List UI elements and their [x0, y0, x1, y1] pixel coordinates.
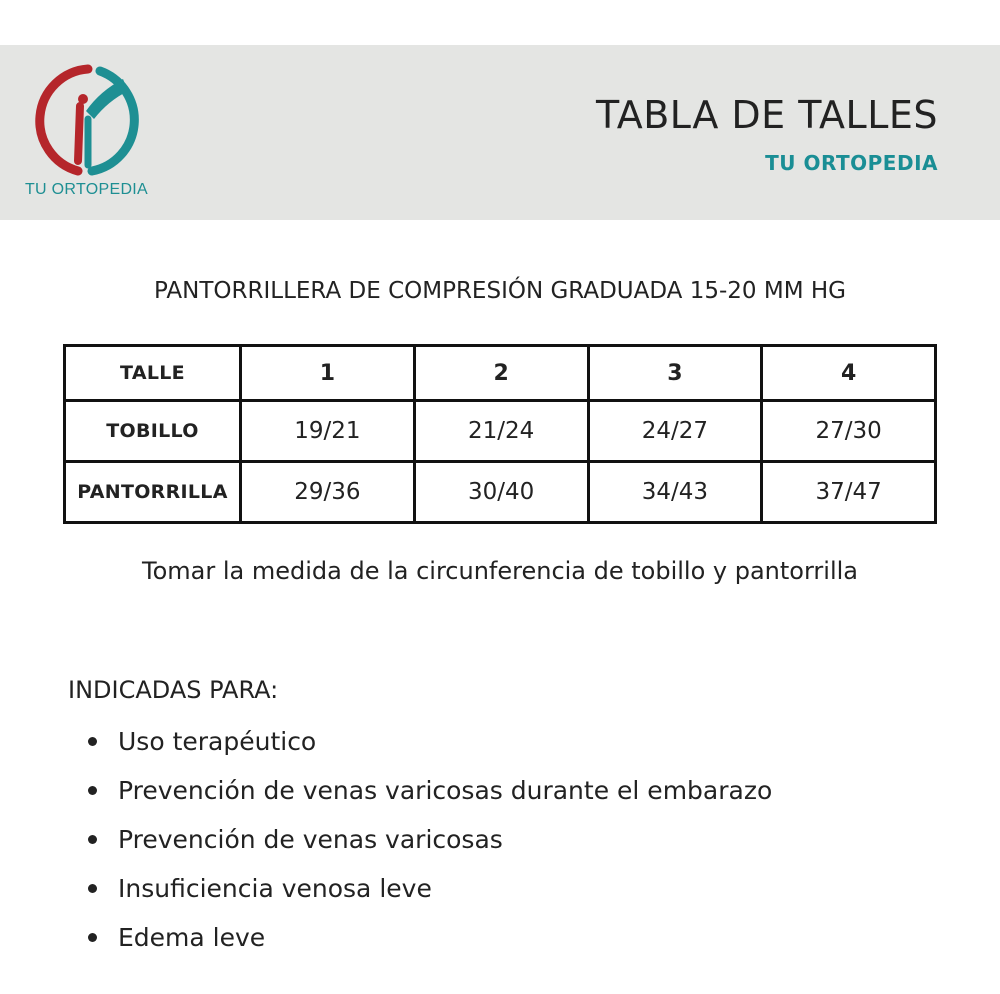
table-header-cell: 2: [414, 346, 588, 401]
bullet-icon: [88, 786, 97, 795]
row-label: PANTORRILLA: [65, 462, 241, 523]
table-cell: 29/36: [241, 462, 415, 523]
table-header-cell: 1: [241, 346, 415, 401]
table-row: [65, 462, 936, 523]
page-subtitle: TU ORTOPEDIA: [765, 151, 938, 175]
table-header-cell: 4: [762, 346, 936, 401]
bullet-icon: [88, 884, 97, 893]
list-item: [88, 864, 772, 913]
measurement-instruction: Tomar la medida de la circunferencia de tobillo y pantorrilla: [141, 557, 859, 585]
table-cell: 27/30: [762, 401, 936, 462]
table-header-cell: TALLE: [65, 346, 241, 401]
list-item: [88, 913, 772, 962]
table-cell: 34/43: [588, 462, 762, 523]
indications-list: [88, 717, 772, 962]
table-header-cell: 3: [588, 346, 762, 401]
list-item: [88, 717, 772, 766]
list-item: [88, 815, 772, 864]
table-cell: 19/21: [241, 401, 415, 462]
list-item-text: Prevención de venas varicosas: [118, 825, 503, 854]
bullet-icon: [88, 933, 97, 942]
list-item-text: Insuficiencia venosa leve: [118, 874, 432, 903]
table-cell: 37/47: [762, 462, 936, 523]
bullet-icon: [88, 835, 97, 844]
table-cell: 30/40: [414, 462, 588, 523]
table-header-row: [65, 346, 936, 401]
bullet-icon: [88, 737, 97, 746]
row-label: TOBILLO: [65, 401, 241, 462]
indications-title: INDICADAS PARA:: [68, 676, 279, 704]
list-item-text: Uso terapéutico: [118, 727, 317, 756]
logo-icon: [28, 61, 148, 181]
product-title: PANTORRILLERA DE COMPRESIÓN GRADUADA 15-20 MM HG: [154, 278, 846, 304]
brand-logo: [14, 61, 159, 211]
list-item-text: Edema leve: [118, 923, 266, 952]
list-item: [88, 766, 772, 815]
logo-text: TU ORTOPEDIA: [24, 181, 149, 198]
list-item-text: Prevención de venas varicosas durante el embarazo: [118, 776, 773, 805]
table-cell: 21/24: [414, 401, 588, 462]
header-band: [0, 45, 1000, 220]
table-cell: 24/27: [588, 401, 762, 462]
size-table: [63, 344, 937, 524]
page-title: TABLA DE TALLES: [595, 93, 938, 137]
table-row: [65, 401, 936, 462]
